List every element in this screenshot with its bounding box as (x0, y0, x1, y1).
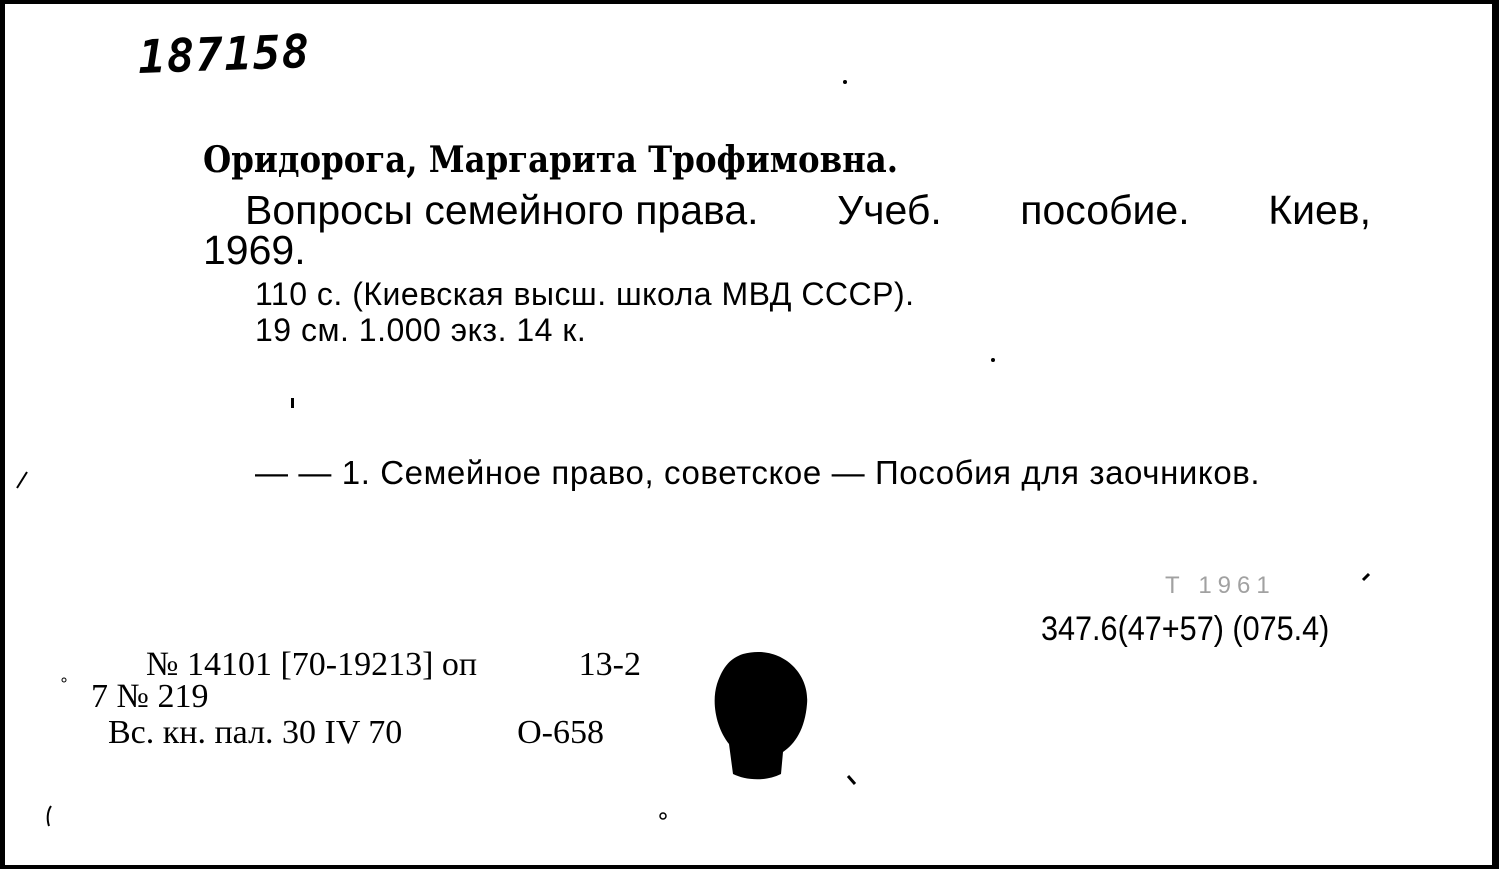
handwritten-inventory-number: 187158 (137, 24, 312, 84)
author-heading: Оридорога, Маргарита Трофимовна. (203, 139, 899, 181)
speck (62, 678, 66, 682)
order-code: 13-2 (578, 646, 641, 683)
left-edge-mark (48, 806, 51, 826)
left-edge-mark (17, 472, 27, 488)
book-chamber-code: О-658 (517, 714, 604, 751)
stray-mark (848, 776, 855, 784)
subject-heading: — — 1. Семейное право, советское — Пособия для заочников. (255, 454, 1261, 491)
stray-mark (291, 398, 294, 408)
speck (991, 358, 995, 362)
title-part-3: пособие. (1020, 187, 1190, 233)
faded-stamp-text: Т 1961 (1165, 572, 1276, 599)
speck (843, 80, 847, 84)
udc-classification: 347.6(47+57) (075.4) (1041, 610, 1330, 648)
pages-and-series: 110 с. (Киевская высш. школа МВД СССР). (255, 276, 915, 312)
title-line-2: 1969. (203, 227, 306, 273)
speck (660, 813, 666, 819)
book-chamber-date: Вс. кн. пал. 30 IV 70 (108, 714, 403, 751)
catalog-card (5, 4, 1492, 865)
title-part-4: Киев, (1268, 187, 1371, 233)
size-edition-price: 19 см. 1.000 экз. 14 к. (255, 312, 587, 348)
stray-mark (1363, 574, 1369, 580)
title-part-2: Учеб. (837, 187, 942, 233)
print-run-line: 7 № 219 (91, 678, 209, 715)
punch-hole-blot (715, 652, 808, 779)
title-part-1: Вопросы семейного права. (245, 187, 759, 233)
ink-marks (5, 4, 1492, 865)
order-number: № 14101 [70-19213] оп (146, 646, 478, 683)
